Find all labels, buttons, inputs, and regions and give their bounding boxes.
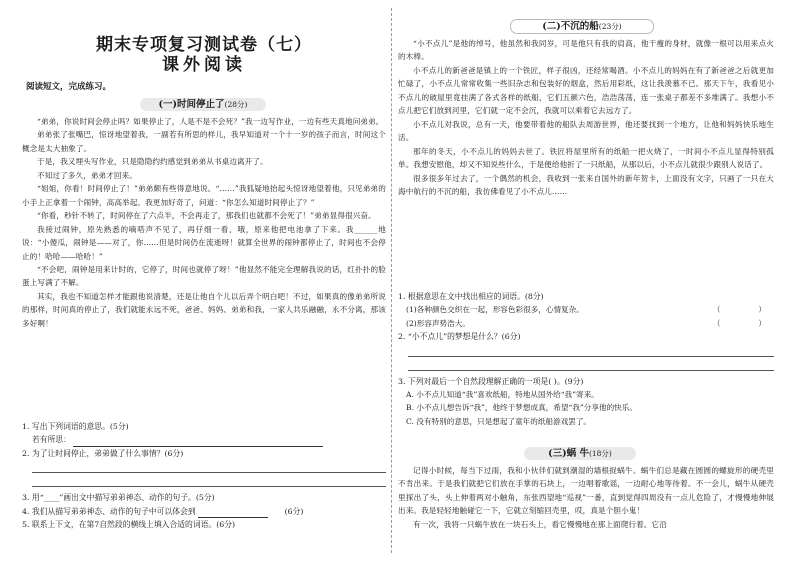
right-column (398, 0, 774, 561)
exam-title: 期末专项复习测试卷（七） (96, 35, 312, 55)
paragraph: “弟弟，你说时间会停止吗？如果停止了，人是不是不会死？”我一边写作业，一边有些天真地问弟弟。 (37, 117, 384, 126)
paragraph: 弟弟张了张嘴巴，惊讶地望着我，一副若有所思的样儿，我早知道对一个十一岁的孩子而言，时间这个概念是太大抽象了。 (22, 130, 386, 153)
answer-paren[interactable]: （ ） (712, 318, 766, 328)
section-1-score: (28分) (224, 100, 248, 109)
questions-2 (398, 290, 774, 428)
passage-1 (22, 115, 386, 330)
paragraph: “小不点儿”是他的绰号，他虽然和我同岁，可是他只有我的肩高，他干瘦的身材，就像一根可以用来点火的木棒。 (398, 39, 774, 62)
section-3-score: (18分) (588, 449, 612, 458)
option-c[interactable]: C. 没有特别的意思，只是想起了童年的纸船游戏罢了。 (406, 416, 592, 426)
sub-question (398, 317, 774, 330)
question-4 (22, 505, 386, 518)
question-2-2: 2. “小不点儿”的梦想是什么？(6分) (398, 332, 521, 342)
term-label: 若有所思： (32, 435, 71, 445)
section-2-header (510, 19, 654, 34)
section-1-label: (一)时间停止了 (158, 99, 225, 110)
passage-3 (398, 464, 774, 531)
questions-1 (22, 420, 386, 531)
section-1-header (140, 98, 266, 111)
question-2: 2. 为了让时间停止，弟弟做了什么事情？(6分) (22, 448, 184, 458)
question-3: 3. 用“____”画出文中描写弟弟神态、动作的句子。(5分) (22, 493, 215, 503)
passage-2 (398, 37, 774, 198)
option-a[interactable]: A. 小不点儿知道“我”喜欢纸船，特地从国外给“我”寄来。 (406, 390, 599, 400)
answer-row-1 (22, 433, 386, 446)
left-column (22, 0, 386, 561)
paragraph: 我接过闹钟，原先熟悉的嘀嗒声不见了，再仔细一看，哦，原来他把电池拿了下来。我______地说：“小傻瓜，闹钟是——对了，你……但是时间仍在流逝呀！就算全世界的闹钟都停止了，时间也不会停止的！哈哈——哈哈！” (22, 224, 386, 261)
paragraph: “姐姐，你看！时间停止了！”弟弟颇有些得意地说。“……”我狐疑地抬起头惊讶地望着他，只见弟弟的小手上正拿着一个闹钟，高高举起。我更加好奇了，问道：“你怎么知道时间停止了？” (22, 184, 386, 207)
paragraph: 那年的冬天，小不点儿的妈妈去世了。铁匠将屋里所有的纸船一把火烧了，一时间小不点儿显得特别孤单。我想安慰他，却又不知说些什么，于是便给他折了一只纸船，从那以后，小不点儿就很少跟别人说话了。 (398, 146, 774, 170)
sub-question (398, 303, 774, 316)
paragraph: 记得小时候，每当下过雨，我和小伙伴们就到潮湿的墙根捉蜗牛。蜗牛们总是藏在圆圆的螺旋形的硬壳里不肯出来。于是我们就把它们放在手掌的石块上，一边唱着歌谣，一边耐心地等待着。不一会儿，蜗牛从硬壳里探出了头，头上伸着两对小触角，东张西望地“巡视”一番，直到觉得四周没有一点儿危险了，才慢慢地伸展出来。我是轻轻地触碰它一下，它就立刻缩回壳里，哎，真是个胆小鬼！ (398, 466, 774, 516)
exam-subtitle: 课外阅读 (162, 55, 246, 75)
section-3-header (524, 447, 636, 460)
paragraph: 有一次，我将一只蜗牛放在一块石头上，看它慢慢地在那上面爬行着。它沿 (413, 519, 667, 529)
section-2-score: (23分) (598, 22, 622, 31)
sub-question-text: (2)形容声势浩大。 (406, 318, 470, 328)
answer-paren[interactable]: （ ） (712, 305, 766, 315)
question-1: 1. 写出下列词语的意思。(5分) (22, 422, 129, 431)
answer-line[interactable] (408, 344, 774, 357)
paragraph: 很多很多年过去了，一个偶然的机会，我收到一张来自国外的新年贺卡，上面没有文字，只画了一只在大海中航行的不沉的船，我仿佛看见了小不点儿…… (398, 173, 774, 196)
answer-line[interactable] (408, 358, 774, 371)
paragraph: 小不点儿的新爸爸是镇上的一个铁匠，样子很凶，还经常喝酒。小不点儿的妈妈在有了新爸爸之后就更加忙碌了，小不点儿常常收集一些旧杂志和包装好的烟盒，然后用彩纸，这让我羡慕不已。那天下午，我看见小不点儿的破屋里竟挂满了各式各样的纸船，它们五颜六色，浩浩荡荡，连一张桌子都差不多堆满了。我想小不点儿把它们放到河里，它们就一定不会沉，我就可以乘着它去远方了。 (398, 65, 774, 116)
option-b[interactable]: B. 小不点儿想告诉“我”，他终于梦想成真，希望“我”分享他的快乐。 (406, 403, 637, 413)
paragraph: “不会吧，闹钟是用来计时的，它停了，时间也就停了呀！”他显然不能完全理解我说的话，红扑扑的脸蛋上写满了不解。 (22, 264, 386, 288)
paragraph: “你看，秒针不转了，时间停在了六点半，不会再走了，那我们也就都不会死了！”弟弟显得很兴奋。 (37, 211, 376, 221)
section-2-label: (二)不沉的船 (542, 21, 599, 32)
question-2-3: 3. 下列对最后一个自然段理解正确的一项是( )。(9分) (398, 376, 584, 386)
answer-line[interactable] (32, 474, 386, 487)
paragraph: 小不点儿对我说，总有一天，他要带着他的船队去周游世界，他还要找到一个地方，让他和妈妈快乐地生活。 (398, 119, 774, 143)
paragraph: 不知过了多久，弟弟才回来。 (37, 170, 138, 180)
paragraph: 于是，我又埋头写作业，只是隐隐约约感觉到弟弟从书桌边离开了。 (37, 157, 268, 167)
question-2-1: 1. 根据意思在文中找出相应的词语。(8分) (398, 292, 544, 301)
section-3-label: (三)蜗 牛 (548, 448, 589, 459)
paragraph: 其实，我也不知道怎样才能跟他说清楚，还是让他自个儿以后弄个明白吧！不过，如果真的像弟弟所说的那样，时间真的停止了，我们就能永远不死，爸爸、妈妈、弟弟和我，一家人共乐融融，永不分离，那该多好啊！ (22, 291, 386, 328)
question-4-text: 4. 我们从描写弟弟神态、动作的句子中可以体会到 (22, 506, 196, 516)
column-divider (391, 8, 392, 553)
question-5: 5. 联系上下文，在第7自然段的横线上填入合适的词语。(6分) (22, 520, 236, 530)
sub-question-text: (1)各种颜色交织在一起，形容色彩很多，心情复杂。 (406, 305, 584, 315)
instruction: 阅读短文，完成练习。 (26, 82, 112, 92)
question-4-score: (6分) (284, 506, 304, 516)
answer-line[interactable] (32, 460, 386, 473)
